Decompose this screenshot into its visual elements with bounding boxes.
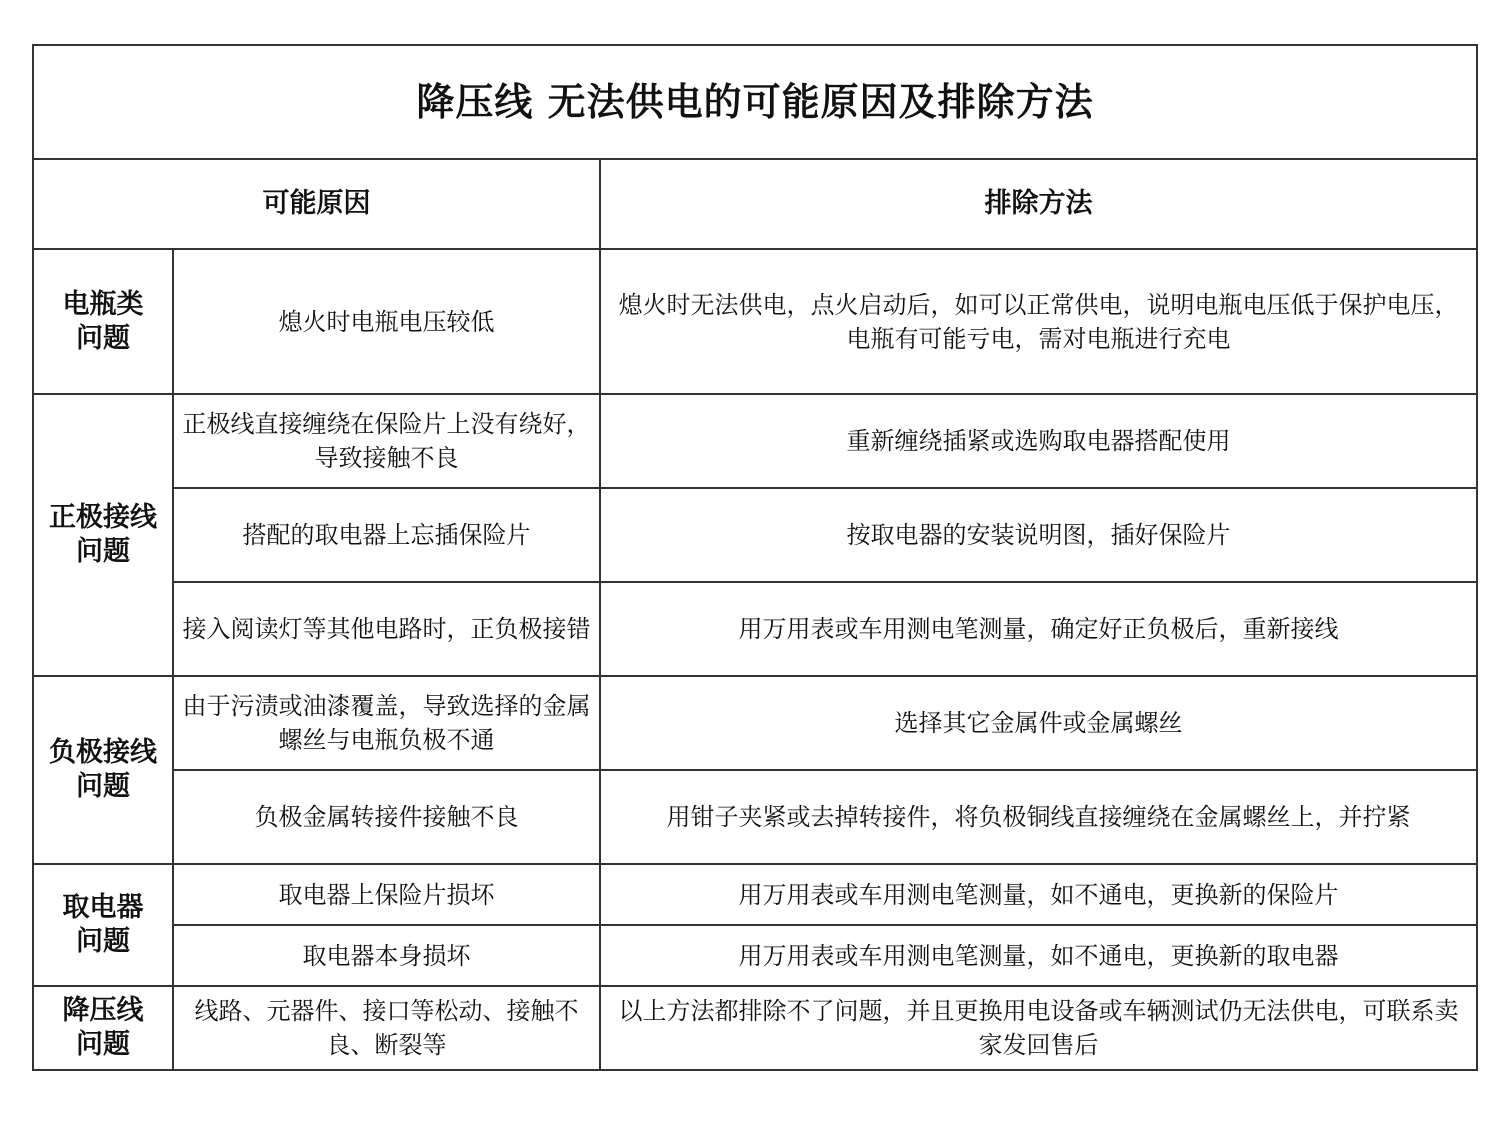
solution-cell: 用万用表或车用测电笔测量，如不通电，更换新的保险片 — [600, 864, 1477, 925]
category-label: 问题 — [76, 771, 130, 802]
table-row — [33, 770, 1477, 864]
title-row — [33, 45, 1477, 159]
category-label: 问题 — [76, 1029, 130, 1060]
category-cell — [33, 864, 173, 986]
category-label: 降压线 — [62, 995, 144, 1026]
cause-cell: 负极金属转接件接触不良 — [173, 770, 600, 864]
table-row — [33, 676, 1477, 770]
category-label: 正极接线 — [49, 502, 157, 533]
solution-cell: 按取电器的安装说明图，插好保险片 — [600, 488, 1477, 582]
category-cell — [33, 394, 173, 676]
cause-cell: 熄火时电瓶电压较低 — [173, 249, 600, 394]
solution-cell: 用万用表或车用测电笔测量，如不通电，更换新的取电器 — [600, 925, 1477, 986]
table-row — [33, 925, 1477, 986]
category-label: 电瓶类 — [62, 288, 144, 320]
category-label: 问题 — [76, 322, 130, 354]
table-row — [33, 488, 1477, 582]
solution-cell: 选择其它金属件或金属螺丝 — [600, 676, 1477, 770]
category-cell — [33, 249, 173, 394]
cause-cell: 取电器本身损坏 — [173, 925, 600, 986]
cause-cell: 线路、元器件、接口等松动、接触不良、断裂等 — [173, 986, 600, 1070]
troubleshooting-table — [32, 44, 1478, 1071]
table-row — [33, 394, 1477, 488]
category-cell — [33, 676, 173, 864]
table-row — [33, 249, 1477, 394]
cause-cell: 由于污渍或油漆覆盖，导致选择的金属螺丝与电瓶负极不通 — [173, 676, 600, 770]
table-row — [33, 864, 1477, 925]
category-cell — [33, 986, 173, 1070]
header-cause: 可能原因 — [33, 159, 600, 249]
header-row — [33, 159, 1477, 249]
cause-cell: 接入阅读灯等其他电路时，正负极接错 — [173, 582, 600, 676]
category-label: 问题 — [76, 536, 130, 567]
solution-cell: 重新缠绕插紧或选购取电器搭配使用 — [600, 394, 1477, 488]
table-title: 降压线 无法供电的可能原因及排除方法 — [33, 45, 1477, 159]
cause-cell: 取电器上保险片损坏 — [173, 864, 600, 925]
category-label: 负极接线 — [49, 737, 157, 768]
solution-cell: 用钳子夹紧或去掉转接件，将负极铜线直接缠绕在金属螺丝上，并拧紧 — [600, 770, 1477, 864]
solution-cell: 用万用表或车用测电笔测量，确定好正负极后，重新接线 — [600, 582, 1477, 676]
solution-cell: 以上方法都排除不了问题，并且更换用电设备或车辆测试仍无法供电，可联系卖家发回售后 — [600, 986, 1477, 1070]
header-solution: 排除方法 — [600, 159, 1477, 249]
cause-cell: 搭配的取电器上忘插保险片 — [173, 488, 600, 582]
solution-cell: 熄火时无法供电，点火启动后，如可以正常供电，说明电瓶电压低于保护电压，电瓶有可能亏电，需对电瓶进行充电 — [600, 249, 1477, 394]
table-row — [33, 986, 1477, 1070]
category-label: 取电器 — [62, 892, 144, 923]
category-label: 问题 — [76, 926, 130, 957]
table-row — [33, 582, 1477, 676]
cause-cell: 正极线直接缠绕在保险片上没有绕好，导致接触不良 — [173, 394, 600, 488]
